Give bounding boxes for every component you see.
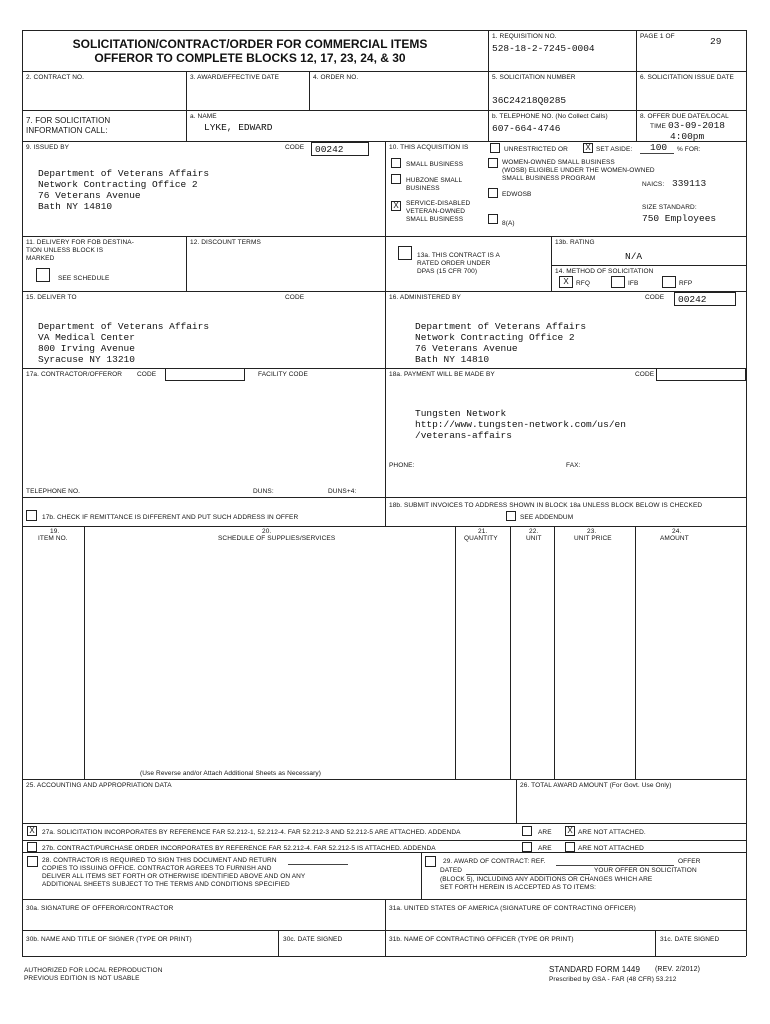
solicitation-no-value[interactable]: 36C24218Q0285 [492, 95, 567, 106]
rfp-label: RFP [679, 280, 693, 287]
rule [488, 30, 489, 141]
name-label: a. NAME [190, 113, 217, 120]
29-your-offer-label: YOUR OFFER ON SOLICITATION [594, 867, 697, 874]
rule [22, 899, 746, 900]
29-award-label: 29. AWARD OF CONTRACT: REF. [443, 858, 546, 865]
wosb-label: WOMEN-OWNED SMALL BUSINESS (WOSB) ELIGIBLE UNDER THE WOMEN-OWNED SMALL BUSINESS PROGRAM [502, 159, 655, 182]
edwosb-checkbox[interactable] [488, 188, 498, 198]
contractor-code-label: CODE [137, 371, 157, 378]
27a-are-not-label: ARE NOT ATTACHED. [578, 829, 646, 836]
ifb-checkbox[interactable] [611, 276, 625, 288]
see-schedule-checkbox[interactable] [36, 268, 50, 282]
rule [655, 930, 656, 956]
rule [385, 899, 386, 956]
hubzone-label: HUBZONE SMALL BUSINESS [406, 177, 463, 192]
28-checkbox[interactable] [27, 856, 38, 867]
rule [278, 930, 279, 956]
delivery-fob-label: 11. DELIVERY FOR FOB DESTINA- TION UNLESS BLOCK IS MARKED [26, 239, 135, 262]
rated-order-label: 13a. THIS CONTRACT IS A RATED ORDER UNDER DPAS (15 CFR 700) [417, 252, 500, 275]
rfq-label: RFQ [576, 280, 591, 287]
telephone-label: b. TELEPHONE NO. (No Collect Calls) [492, 113, 608, 120]
see-schedule-label: SEE SCHEDULE [58, 275, 110, 282]
contractor-label: 17a. CONTRACTOR/OFFEROR [26, 371, 123, 378]
rule [22, 497, 385, 498]
administered-by-code-label: CODE [645, 294, 665, 301]
footer-prescribed: Prescribed by GSA - FAR (48 CFR) 53.212 [549, 976, 677, 983]
27a-are-not-checkbox[interactable]: X [565, 826, 575, 836]
col-amount-header: AMOUNT [660, 535, 689, 542]
rule [22, 956, 746, 957]
rule [746, 30, 747, 956]
payment-phone-label: PHONE: [389, 462, 415, 469]
naics-value[interactable]: 339113 [672, 178, 707, 189]
page-total: 29 [710, 36, 722, 47]
edwosb-label: EDWOSB [502, 191, 532, 198]
set-aside-checkbox[interactable]: X [583, 143, 593, 153]
rule [22, 526, 746, 527]
rated-order-checkbox[interactable] [398, 246, 412, 260]
rfp-checkbox[interactable] [662, 276, 676, 288]
size-standard-value[interactable]: 750 Employees [642, 213, 717, 224]
footer-revision: (REV. 2/2012) [655, 966, 701, 973]
form-title: SOLICITATION/CONTRACT/ORDER FOR COMMERCIAL ITEMS [72, 37, 428, 51]
payment-fax-label: FAX: [566, 462, 581, 469]
rule [22, 930, 746, 931]
reverse-note: (Use Reverse and/or Attach Additional Sheets as Necessary) [140, 770, 322, 777]
duns4-label: DUNS+4: [328, 488, 357, 495]
unrestricted-checkbox[interactable] [490, 143, 500, 153]
rule [455, 526, 456, 779]
col-unit-price-header: UNIT PRICE [574, 535, 612, 542]
administered-by-label: 16. ADMINISTERED BY [389, 294, 461, 301]
sdvosb-label: SERVICE-DISABLED VETERAN-OWNED SMALL BUSINESS [406, 200, 471, 223]
wosb-checkbox[interactable] [488, 158, 498, 168]
telephone-value[interactable]: 607-664-4746 [492, 123, 561, 134]
28-copies-line [288, 864, 348, 865]
27b-are-label: ARE [538, 845, 552, 852]
solicitation-no-label: 5. SOLICITATION NUMBER [492, 74, 576, 81]
method-label: 14. METHOD OF SOLICITATION [555, 268, 654, 275]
footer-reproduction-note: AUTHORIZED FOR LOCAL REPRODUCTION PREVIOUS EDITION IS NOT USABLE [24, 967, 163, 982]
30c-label: 30c. DATE SIGNED [283, 936, 343, 943]
rule [186, 236, 187, 291]
rule [554, 526, 555, 779]
administered-by-address[interactable]: Department of Veterans Affairs Network Contracting Office 2 76 Veterans Avenue Bath NY 14810 [415, 321, 587, 365]
small-business-checkbox[interactable] [391, 158, 401, 168]
27a-text: 27a. SOLICITATION INCORPORATES BY REFERENCE FAR 52.212-1, 52.212-4. FAR 52.212-3 AND 52.212-5 ARE ATTACHED. ADDENDA [42, 829, 461, 836]
total-award-label: 26. TOTAL AWARD AMOUNT (For Govt. Use Only) [520, 782, 672, 789]
payment-label: 18a. PAYMENT WILL BE MADE BY [389, 371, 495, 378]
rating-value[interactable]: N/A [625, 251, 643, 262]
discount-terms-label: 12. DISCOUNT TERMS [190, 239, 261, 246]
rfq-checkbox[interactable]: X [559, 276, 573, 288]
31b-label: 31b. NAME OF CONTRACTING OFFICER (TYPE OR PRINT) [389, 936, 574, 943]
col-schedule-header: SCHEDULE OF SUPPLIES/SERVICES [218, 535, 336, 542]
rule [22, 71, 746, 72]
issued-by-code-value: 00242 [315, 144, 344, 155]
27b-are-checkbox[interactable] [522, 842, 532, 852]
contract-no-label: 2. CONTRACT NO. [26, 74, 85, 81]
deliver-to-code-label: CODE [285, 294, 305, 301]
requisition-label: 1. REQUISITION NO. [492, 33, 557, 40]
27b-checkbox[interactable] [27, 842, 37, 852]
order-no-label: 4. ORDER NO. [313, 74, 359, 81]
contractor-code-field[interactable] [165, 368, 245, 381]
facility-code-label: FACILITY CODE [258, 371, 308, 378]
issue-date-label: 6. SOLICITATION ISSUE DATE [640, 74, 734, 81]
contact-name-value[interactable]: LYKE, EDWARD [204, 122, 273, 133]
rule [510, 526, 511, 779]
remittance-label: 17b. CHECK IF REMITTANCE IS DIFFERENT AND PUT SUCH ADDRESS IN OFFER [42, 514, 299, 521]
rule [551, 236, 552, 291]
28-text: 28. CONTRACTOR IS REQUIRED TO SIGN THIS DOCUMENT AND RETURN COPIES TO ISSUING OFFICE. CONTRACTOR AGREES TO FURNISH AND DELIVER ALL ITEMS SET FORTH OR OTHERWISE IDENTIFIED ABOVE AND ON ANY ADDITIONAL SHEETS SUBJECT TO THE TERMS AND CONDITIONS SPECIFIED [42, 857, 306, 888]
rule [22, 291, 746, 292]
col-amount-num: 24. [672, 528, 682, 535]
rule [635, 526, 636, 779]
col-schedule-num: 20. [262, 528, 272, 535]
payment-code-label: CODE [635, 371, 655, 378]
rule [22, 823, 746, 824]
issued-by-address[interactable]: Department of Veterans Affairs Network Contracting Office 2 76 Veterans Avenue Bath NY 14810 [38, 168, 210, 212]
duns-label: DUNS: [253, 488, 274, 495]
rule [309, 71, 310, 110]
rule [22, 30, 746, 31]
27b-text: 27b. CONTRACT/PURCHASE ORDER INCORPORATES BY REFERENCE FAR 52.212-4. FAR 52.212-5 IS ATTACHED. ADDENDA [42, 845, 436, 852]
accounting-label: 25. ACCOUNTING AND APPROPRIATION DATA [26, 782, 172, 789]
rule [636, 30, 637, 141]
issued-by-code-box[interactable] [311, 142, 369, 156]
col-unit-price-num: 23. [587, 528, 597, 535]
rating-label: 13b. RATING [555, 239, 595, 246]
deliver-to-label: 15. DELIVER TO [26, 294, 77, 301]
rule [385, 141, 386, 526]
unrestricted-label: UNRESTRICTED OR [504, 146, 568, 153]
small-business-label: SMALL BUSINESS [406, 161, 464, 168]
see-addendum-label: SEE ADDENDUM [520, 514, 574, 521]
set-aside-percent[interactable]: 100 [650, 142, 668, 153]
29-rest-text: (BLOCK 5), INCLUDING ANY ADDITIONS OR CHANGES WHICH ARE SET FORTH HEREIN IS ACCEPTED AS TO ITEMS: [440, 876, 653, 891]
rule [22, 840, 746, 841]
due-time-value[interactable]: 4:00pm [670, 131, 705, 142]
27b-are-not-checkbox[interactable] [565, 842, 575, 852]
31c-label: 31c. DATE SIGNED [660, 936, 720, 943]
administered-by-code-box[interactable] [674, 292, 736, 306]
29-dated-line [466, 874, 590, 875]
col-item-num: 19. [50, 528, 60, 535]
30a-label: 30a. SIGNATURE OF OFFEROR/CONTRACTOR [26, 905, 174, 912]
rule [22, 368, 746, 369]
rule [22, 779, 746, 780]
27a-checkbox[interactable]: X [27, 826, 37, 836]
27a-are-label: ARE [538, 829, 552, 836]
29-ref-line [556, 865, 674, 866]
col-unit-num: 22. [529, 528, 539, 535]
27b-are-not-label: ARE NOT ATTACHED [578, 845, 644, 852]
29-checkbox[interactable] [425, 856, 436, 867]
see-addendum-checkbox[interactable] [506, 511, 516, 521]
requisition-value[interactable]: 528-18-2-7245-0004 [492, 43, 595, 54]
issued-by-label: 9. ISSUED BY [26, 144, 70, 151]
deliver-to-address[interactable]: Department of Veterans Affairs VA Medical Center 800 Irving Avenue Syracuse NY 13210 [38, 321, 210, 365]
col-quantity-header: QUANTITY [464, 535, 498, 542]
size-standard-label: SIZE STANDARD: [642, 204, 697, 211]
page-label: PAGE 1 OF [640, 33, 675, 40]
percent-for-label: % FOR: [677, 146, 701, 153]
percent-underline [640, 153, 674, 154]
sdvosb-checkbox[interactable]: X [391, 201, 401, 211]
ifb-label: IFB [628, 280, 639, 287]
payment-address[interactable]: Tungsten Network http://www.tungsten-network.com/us/en /veterans-affairs [415, 408, 626, 441]
rule [84, 526, 85, 779]
award-date-label: 3. AWARD/EFFECTIVE DATE [190, 74, 280, 81]
8a-label: 8(A) [502, 220, 515, 227]
due-date-label: 8. OFFER DUE DATE/LOCAL [640, 113, 729, 120]
due-date-value[interactable]: 03-09-2018 [668, 120, 726, 131]
contractor-telephone-label: TELEPHONE NO. [26, 488, 81, 495]
col-quantity-num: 21. [478, 528, 488, 535]
rule [22, 236, 746, 237]
30b-label: 30b. NAME AND TITLE OF SIGNER (TYPE OR PRINT) [26, 936, 192, 943]
for-solicitation-label: 7. FOR SOLICITATION INFORMATION CALL: [26, 116, 111, 135]
acquisition-label: 10. THIS ACQUISITION IS [389, 144, 469, 151]
set-aside-label: SET ASIDE: [596, 146, 633, 153]
issued-by-code-label: CODE [285, 144, 305, 151]
27a-are-checkbox[interactable] [522, 826, 532, 836]
form-subtitle: OFFEROR TO COMPLETE BLOCKS 12, 17, 23, 24, & 30 [94, 51, 406, 65]
31a-label: 31a. UNITED STATES OF AMERICA (SIGNATURE OF CONTRACTING OFFICER) [389, 905, 636, 912]
payment-code-field[interactable] [656, 368, 746, 381]
8a-checkbox[interactable] [488, 214, 498, 224]
footer-form-name: STANDARD FORM 1449 [549, 965, 641, 974]
submit-invoices-label: 18b. SUBMIT INVOICES TO ADDRESS SHOWN IN BLOCK 18a UNLESS BLOCK BELOW IS CHECKED [389, 502, 703, 509]
administered-by-code-value: 00242 [678, 294, 707, 305]
29-offer-label: OFFER [678, 858, 701, 865]
naics-label: NAICS: [642, 181, 665, 188]
rule [421, 852, 422, 899]
time-label: TIME [650, 123, 666, 130]
rule [22, 30, 23, 956]
rule [551, 265, 746, 266]
hubzone-checkbox[interactable] [391, 174, 401, 184]
rule [186, 71, 187, 141]
col-unit-header: UNIT [526, 535, 542, 542]
rule [22, 141, 746, 142]
col-item-header: ITEM NO. [38, 535, 68, 542]
rule [516, 779, 517, 823]
remittance-checkbox[interactable] [26, 510, 37, 521]
29-dated-label: DATED [440, 867, 463, 874]
rule [385, 497, 746, 498]
rule [22, 110, 746, 111]
